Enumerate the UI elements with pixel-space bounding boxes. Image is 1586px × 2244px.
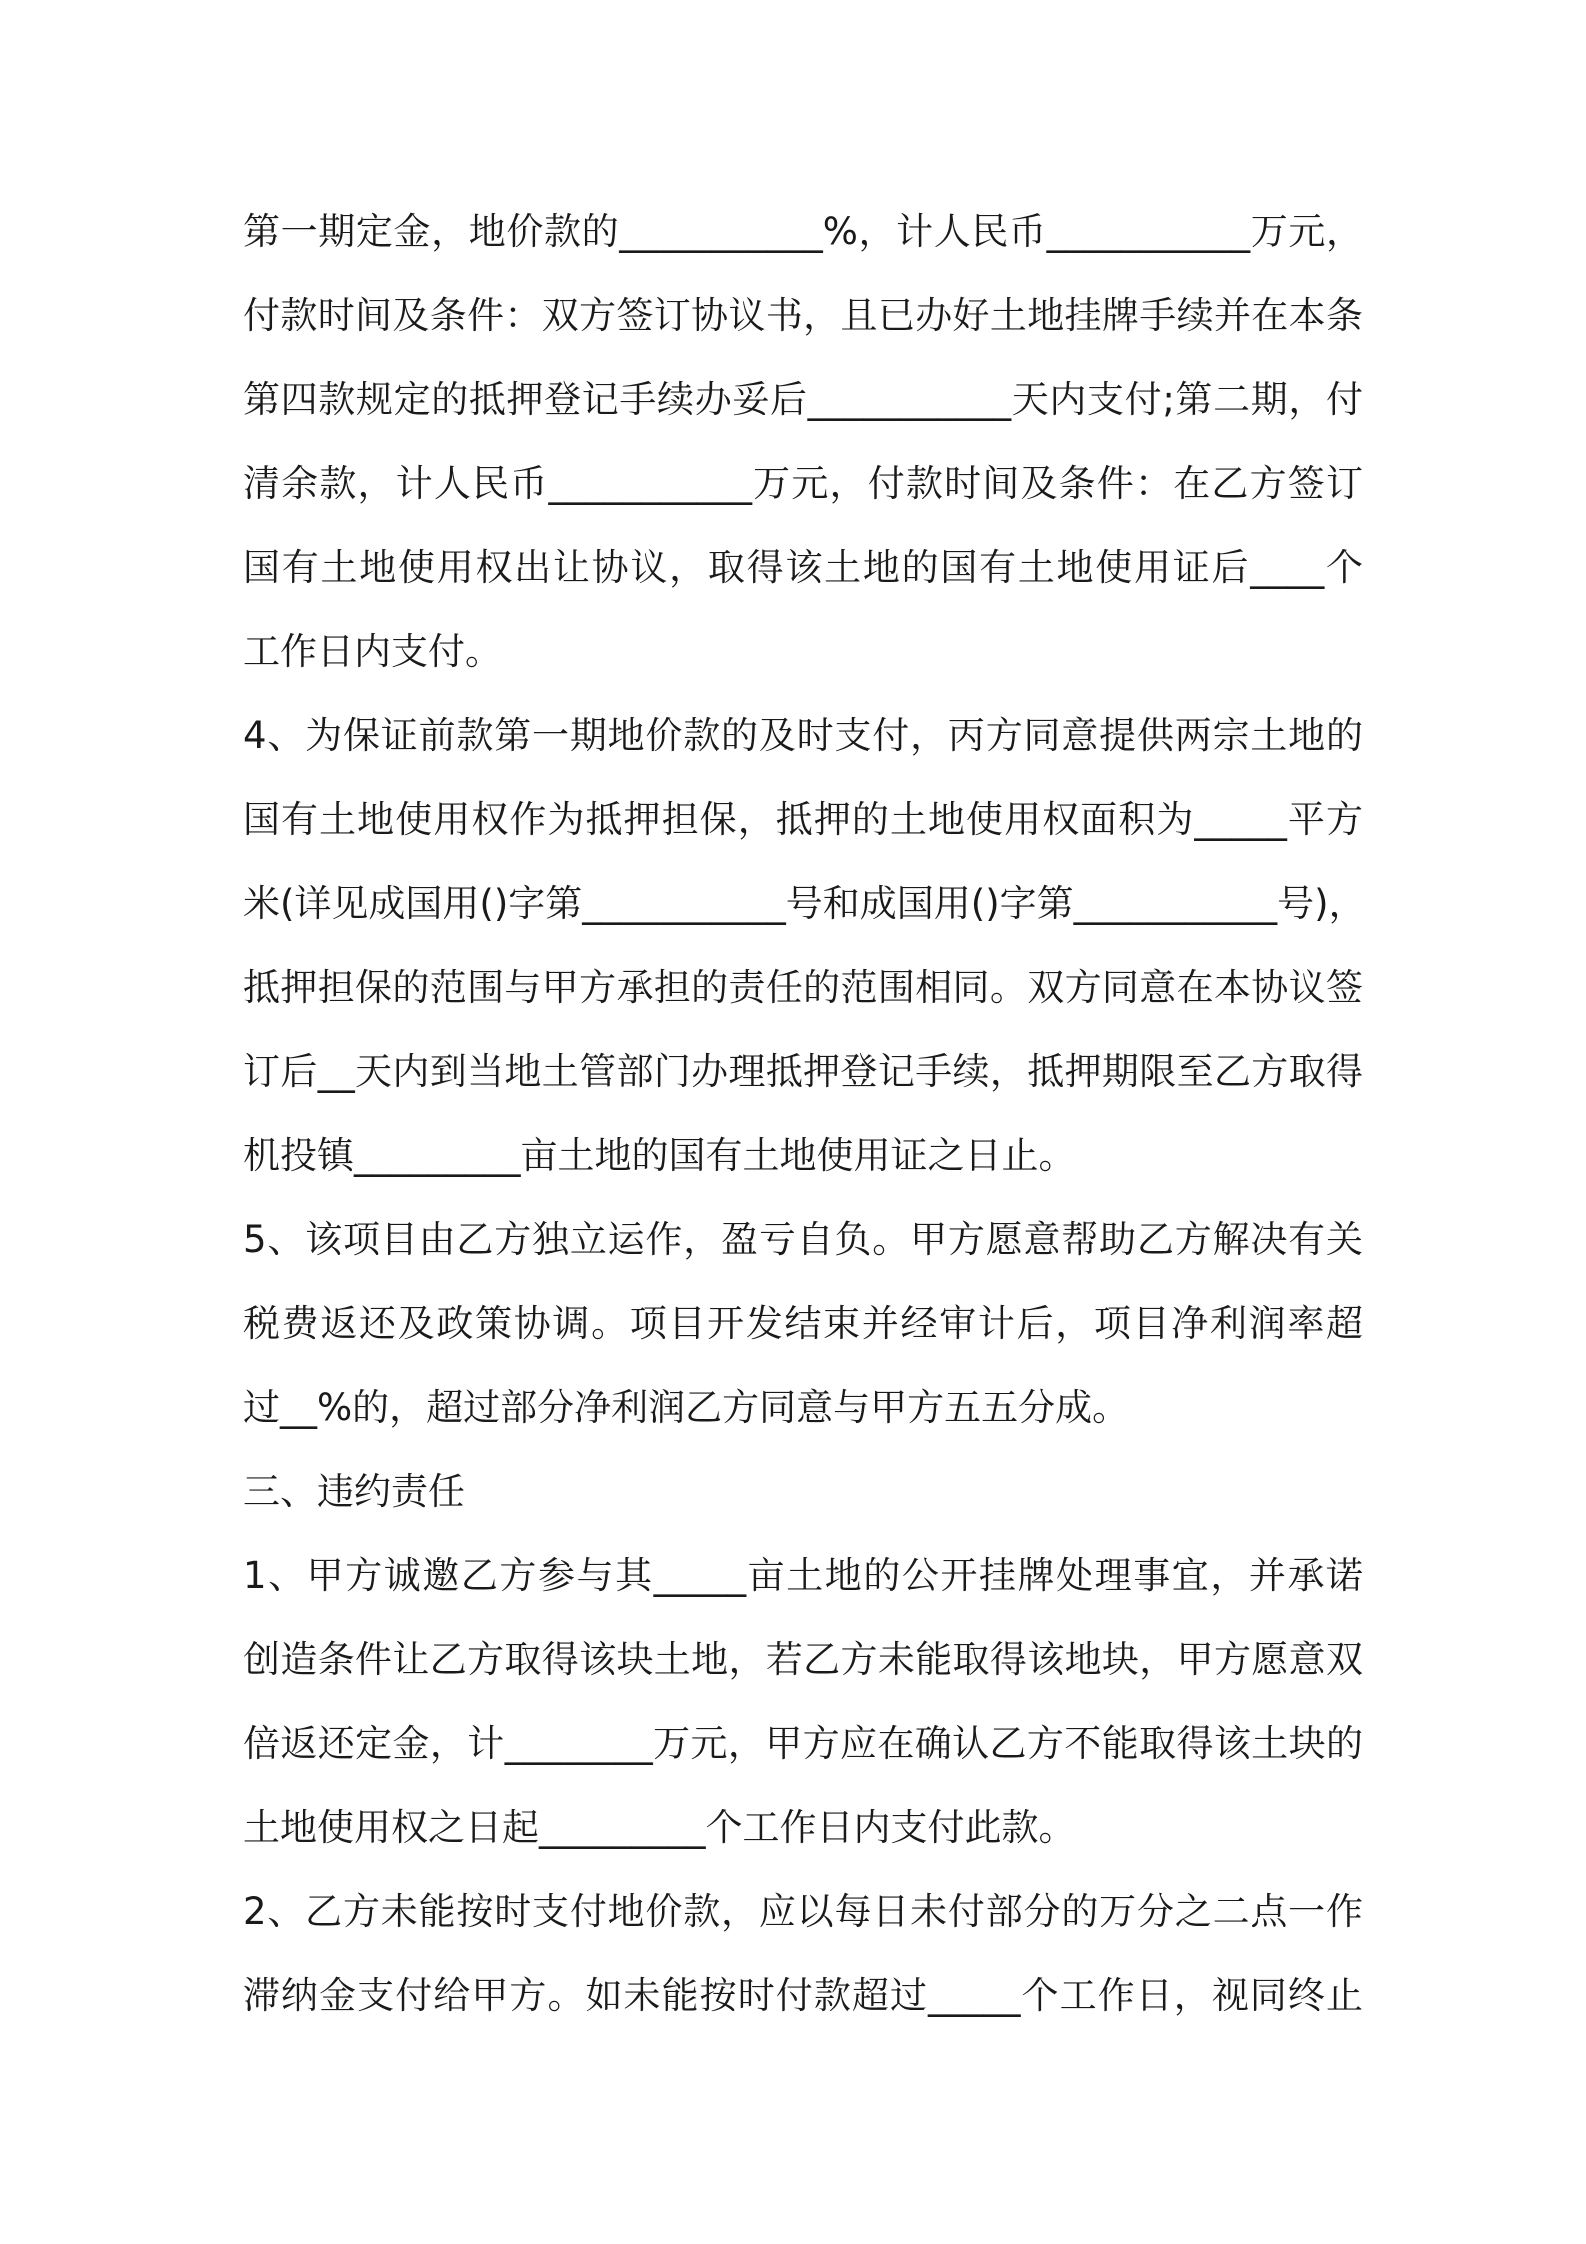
text-line: 订后__天内到当地土管部门办理抵押登记手续，抵押期限至乙方取得 xyxy=(243,1050,1363,1093)
text-line: 清余款，计人民币___________万元，付款时间及条件：在乙方签订 xyxy=(243,462,1363,505)
text-line: 5、该项目由乙方独立运作，盈亏自负。甲方愿意帮助乙方解决有关 xyxy=(243,1218,1363,1261)
text-line: 过__%的，超过部分净利润乙方同意与甲方五五分成。 xyxy=(243,1386,1130,1429)
text-line: 创造条件让乙方取得该块土地，若乙方未能取得该地块，甲方愿意双 xyxy=(243,1638,1363,1681)
text-line: 国有土地使用权出让协议，取得该土地的国有土地使用证后____个 xyxy=(243,546,1363,589)
text-line: 工作日内支付。 xyxy=(243,630,502,673)
text-line: 国有土地使用权作为抵押担保，抵押的土地使用权面积为_____平方 xyxy=(243,798,1363,841)
text-line: 2、乙方未能按时支付地价款，应以每日未付部分的万分之二点一作 xyxy=(243,1890,1363,1933)
text-line: 抵押担保的范围与甲方承担的责任的范围相同。双方同意在本协议签 xyxy=(243,966,1363,1009)
text-line: 第一期定金，地价款的___________%，计人民币___________万元， xyxy=(243,210,1363,253)
contract-text xyxy=(243,190,1366,2038)
text-line: 第四款规定的抵押登记手续办妥后___________天内支付;第二期，付 xyxy=(243,378,1363,421)
text-line: 1、甲方诚邀乙方参与其_____亩土地的公开挂牌处理事宜，并承诺 xyxy=(243,1554,1363,1597)
section-heading: 三、违约责任 xyxy=(243,1470,465,1513)
text-line: 滞纳金支付给甲方。如未能按时付款超过_____个工作日，视同终止 xyxy=(243,1974,1363,2017)
text-line: 倍返还定金，计________万元，甲方应在确认乙方不能取得该土块的 xyxy=(243,1722,1363,1765)
text-line: 付款时间及条件：双方签订协议书，且已办好土地挂牌手续并在本条 xyxy=(243,294,1363,337)
text-line: 土地使用权之日起_________个工作日内支付此款。 xyxy=(243,1806,1076,1849)
text-line: 税费返还及政策协调。项目开发结束并经审计后，项目净利润率超 xyxy=(243,1302,1363,1345)
text-line: 米(详见成国用()字第___________号和成国用()字第___________号)， xyxy=(243,882,1366,925)
text-line: 机投镇_________亩土地的国有土地使用证之日止。 xyxy=(243,1134,1076,1177)
text-line: 4、为保证前款第一期地价款的及时支付，丙方同意提供两宗土地的 xyxy=(243,714,1363,757)
